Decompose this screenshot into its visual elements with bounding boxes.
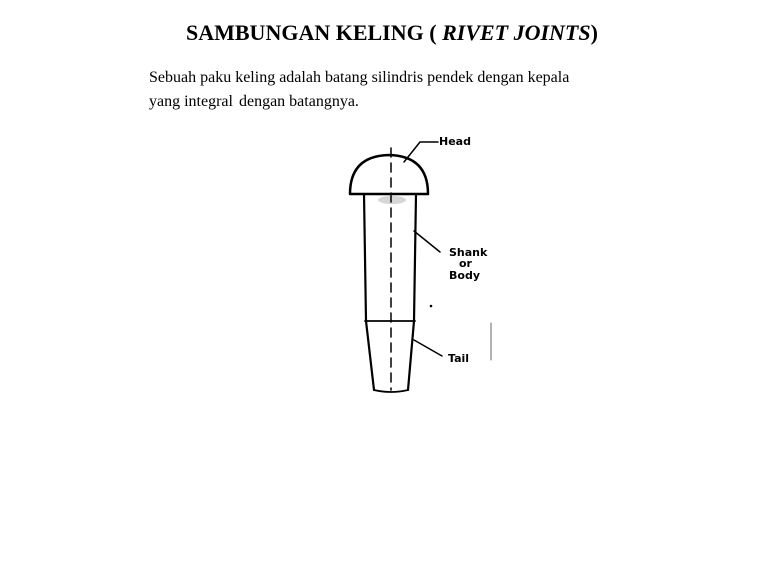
title-prefix: SAMBUNGAN KELING ( xyxy=(186,20,443,45)
label-body: Body xyxy=(449,269,480,282)
stray-dot xyxy=(430,305,433,308)
body-paragraph xyxy=(149,66,709,114)
rivet-shank xyxy=(364,194,416,321)
label-shank: Shank xyxy=(449,246,488,259)
slide-title xyxy=(186,20,598,46)
body-line-2a: yang integral xyxy=(149,93,233,110)
body-line-1: Sebuah paku keling adalah batang silindris pendek dengan kepala xyxy=(149,69,570,86)
rivet-diagram xyxy=(330,128,510,398)
label-tail: Tail xyxy=(448,352,470,365)
rivet-tail xyxy=(366,321,414,390)
rivet-head xyxy=(350,155,428,194)
title-italic: RIVET JOINTS xyxy=(442,20,591,45)
shank-leader-line xyxy=(414,231,440,252)
title-suffix: ) xyxy=(590,20,598,45)
label-or: or xyxy=(459,257,472,270)
rivet-head-shading xyxy=(378,196,406,204)
label-head: Head xyxy=(439,135,471,148)
body-line-2b: dengan batangnya. xyxy=(238,93,359,110)
tail-leader-line xyxy=(414,340,442,356)
